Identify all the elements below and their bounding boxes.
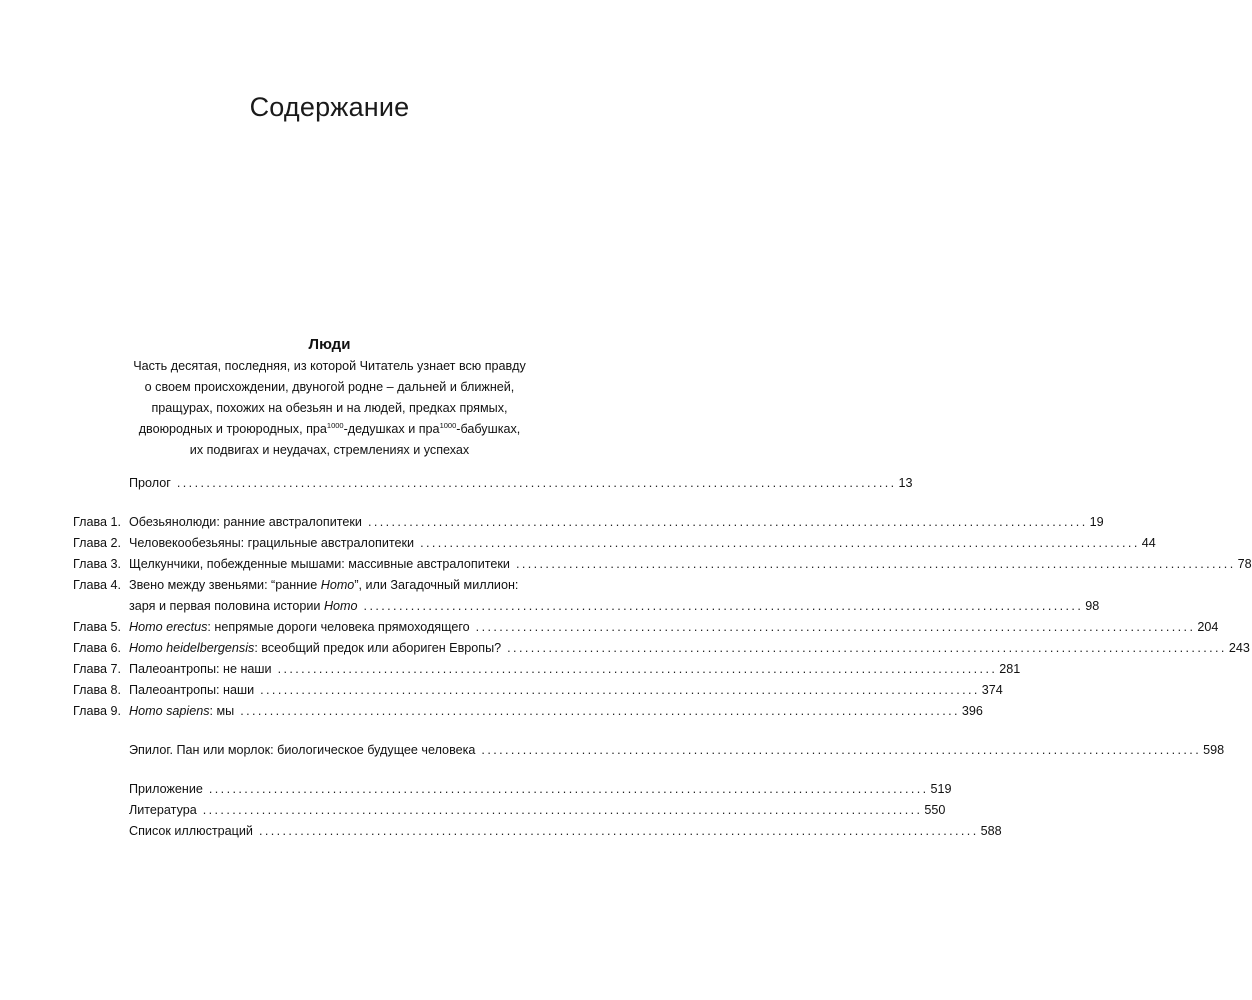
- dot-leader: ..........................................................................................................................: [176, 476, 897, 490]
- entry-title: Эпилог. Пан или морлок: биологическое будущее человека: [129, 743, 476, 757]
- entry-title: Список иллюстраций: [129, 824, 253, 838]
- desc-text: -бабушках,: [456, 422, 521, 436]
- part-description: [0, 356, 659, 461]
- chapter-label: Глава 9.: [73, 704, 122, 718]
- entry-title: [129, 639, 501, 657]
- toc-entry-chapter-3[interactable]: [73, 555, 1252, 573]
- title-italic: Homo sapiens: [129, 704, 210, 718]
- desc-text: двоюродных и троюродных, пра: [138, 422, 327, 436]
- toc-entry-chapter-7[interactable]: [73, 660, 1021, 678]
- title-text: : всеобщий предок или абориген Европы?: [254, 641, 502, 655]
- page-number: 44: [1141, 536, 1156, 550]
- entry-title: Литература: [129, 803, 197, 817]
- toc-entry-epilogue[interactable]: [0, 741, 1225, 759]
- page-number: 98: [1085, 599, 1100, 613]
- title-text: Звено между звеньями: “ранние: [129, 578, 321, 592]
- desc-text: -дедушках и пра: [343, 422, 440, 436]
- title-text: : мы: [209, 704, 235, 718]
- part-title: Люди: [308, 336, 351, 353]
- page-number: 78: [1237, 557, 1252, 571]
- entry-title: [129, 597, 358, 615]
- toc-entry-appendix[interactable]: [0, 780, 952, 798]
- dot-leader: ..........................................................................................................................: [258, 824, 979, 838]
- toc-entry-chapter-9[interactable]: [73, 702, 983, 720]
- page-number: 519: [930, 782, 952, 796]
- chapter-label: Глава 4.: [73, 578, 122, 592]
- chapter-label: Глава 8.: [73, 683, 122, 697]
- dot-leader: ..........................................................................................................................: [240, 704, 960, 718]
- dot-leader: ..........................................................................................................................: [260, 683, 980, 697]
- dot-leader: ..........................................................................................................................: [481, 743, 1202, 757]
- toc-entry-chapter-1[interactable]: [73, 513, 1104, 531]
- part-desc-line: их подвигах и неудачах, стремлениях и успехах: [189, 443, 470, 457]
- toc-entry-chapter-2[interactable]: [73, 534, 1156, 552]
- entry-title: [129, 618, 470, 636]
- title-italic: Homo: [323, 599, 358, 613]
- dot-leader: ..........................................................................................................................: [475, 620, 1196, 634]
- page-number: 19: [1089, 515, 1104, 529]
- title-italic: Homo heidelbergensis: [129, 641, 255, 655]
- entry-title: Человекообезьяны: грацильные австралопитеки: [129, 536, 415, 550]
- entry-title: Приложение: [129, 782, 203, 796]
- dot-leader: ..........................................................................................................................: [507, 641, 1227, 655]
- page-number: 243: [1228, 641, 1250, 655]
- dot-leader: ..........................................................................................................................: [208, 782, 929, 796]
- dot-leader: ..........................................................................................................................: [363, 599, 1084, 613]
- part-desc-line: пращурах, похожих на обезьян и на людей, предках прямых,: [151, 401, 508, 415]
- toc-entry-chapter-6[interactable]: [73, 639, 1250, 657]
- dot-leader: ..........................................................................................................................: [515, 557, 1236, 571]
- title-text: заря и первая половина истории: [129, 599, 324, 613]
- dot-leader: ..........................................................................................................................: [277, 662, 998, 676]
- title-italic: Homo erectus: [129, 620, 208, 634]
- entry-title: Обезьянолюди: ранние австралопитеки: [129, 515, 362, 529]
- page-number: 588: [980, 824, 1002, 838]
- part-desc-line: о своем происхождении, двуногой родне – дальней и ближней,: [144, 380, 515, 394]
- page-number: 396: [961, 704, 983, 718]
- entry-title: Щелкунчики, побежденные мышами: массивные австралопитеки: [129, 557, 510, 571]
- toc-entry-chapter-8[interactable]: [73, 681, 1003, 699]
- title-text: ”, или Загадочный миллион:: [354, 578, 519, 592]
- chapter-label: Глава 5.: [73, 620, 122, 634]
- toc-entry-literature[interactable]: [0, 801, 946, 819]
- page-number: 13: [898, 476, 913, 490]
- part-desc-line: Часть десятая, последняя, из которой Читатель узнает всю правду: [133, 359, 526, 373]
- toc-entry-prologue[interactable]: [0, 474, 913, 492]
- chapter-label: Глава 6.: [73, 641, 122, 655]
- page-number: 204: [1197, 620, 1219, 634]
- toc-entry-chapter-4-line-2[interactable]: [73, 597, 1100, 615]
- toc-entry-chapter-4[interactable]: [73, 576, 659, 594]
- page-title: Содержание: [249, 92, 410, 122]
- part-desc-line: [0, 419, 659, 440]
- title-text: : непрямые дороги человека прямоходящего: [207, 620, 470, 634]
- chapter-label: Глава 2.: [73, 536, 122, 550]
- entry-title: Пролог: [129, 476, 171, 490]
- page-number: 550: [924, 803, 946, 817]
- dot-leader: ..........................................................................................................................: [420, 536, 1140, 550]
- entry-title: Палеоантропы: наши: [129, 683, 255, 697]
- entry-title: [129, 702, 234, 720]
- toc-entry-illustrations[interactable]: [0, 822, 1002, 840]
- chapter-label: Глава 1.: [73, 515, 122, 529]
- dot-leader: ..........................................................................................................................: [202, 803, 923, 817]
- toc-entry-chapter-5[interactable]: [73, 618, 1219, 636]
- desc-superscript: 1000: [439, 421, 457, 430]
- entry-title: Палеоантропы: не наши: [129, 662, 272, 676]
- chapter-label: Глава 3.: [73, 557, 122, 571]
- page-number: 374: [981, 683, 1003, 697]
- dot-leader: ..........................................................................................................................: [367, 515, 1088, 529]
- desc-superscript: 1000: [326, 421, 344, 430]
- entry-title: [129, 576, 518, 594]
- title-italic: Homo: [320, 578, 355, 592]
- chapter-label: Глава 7.: [73, 662, 122, 676]
- page-number: 281: [999, 662, 1021, 676]
- page-number: 598: [1203, 743, 1225, 757]
- part-header: [0, 336, 659, 461]
